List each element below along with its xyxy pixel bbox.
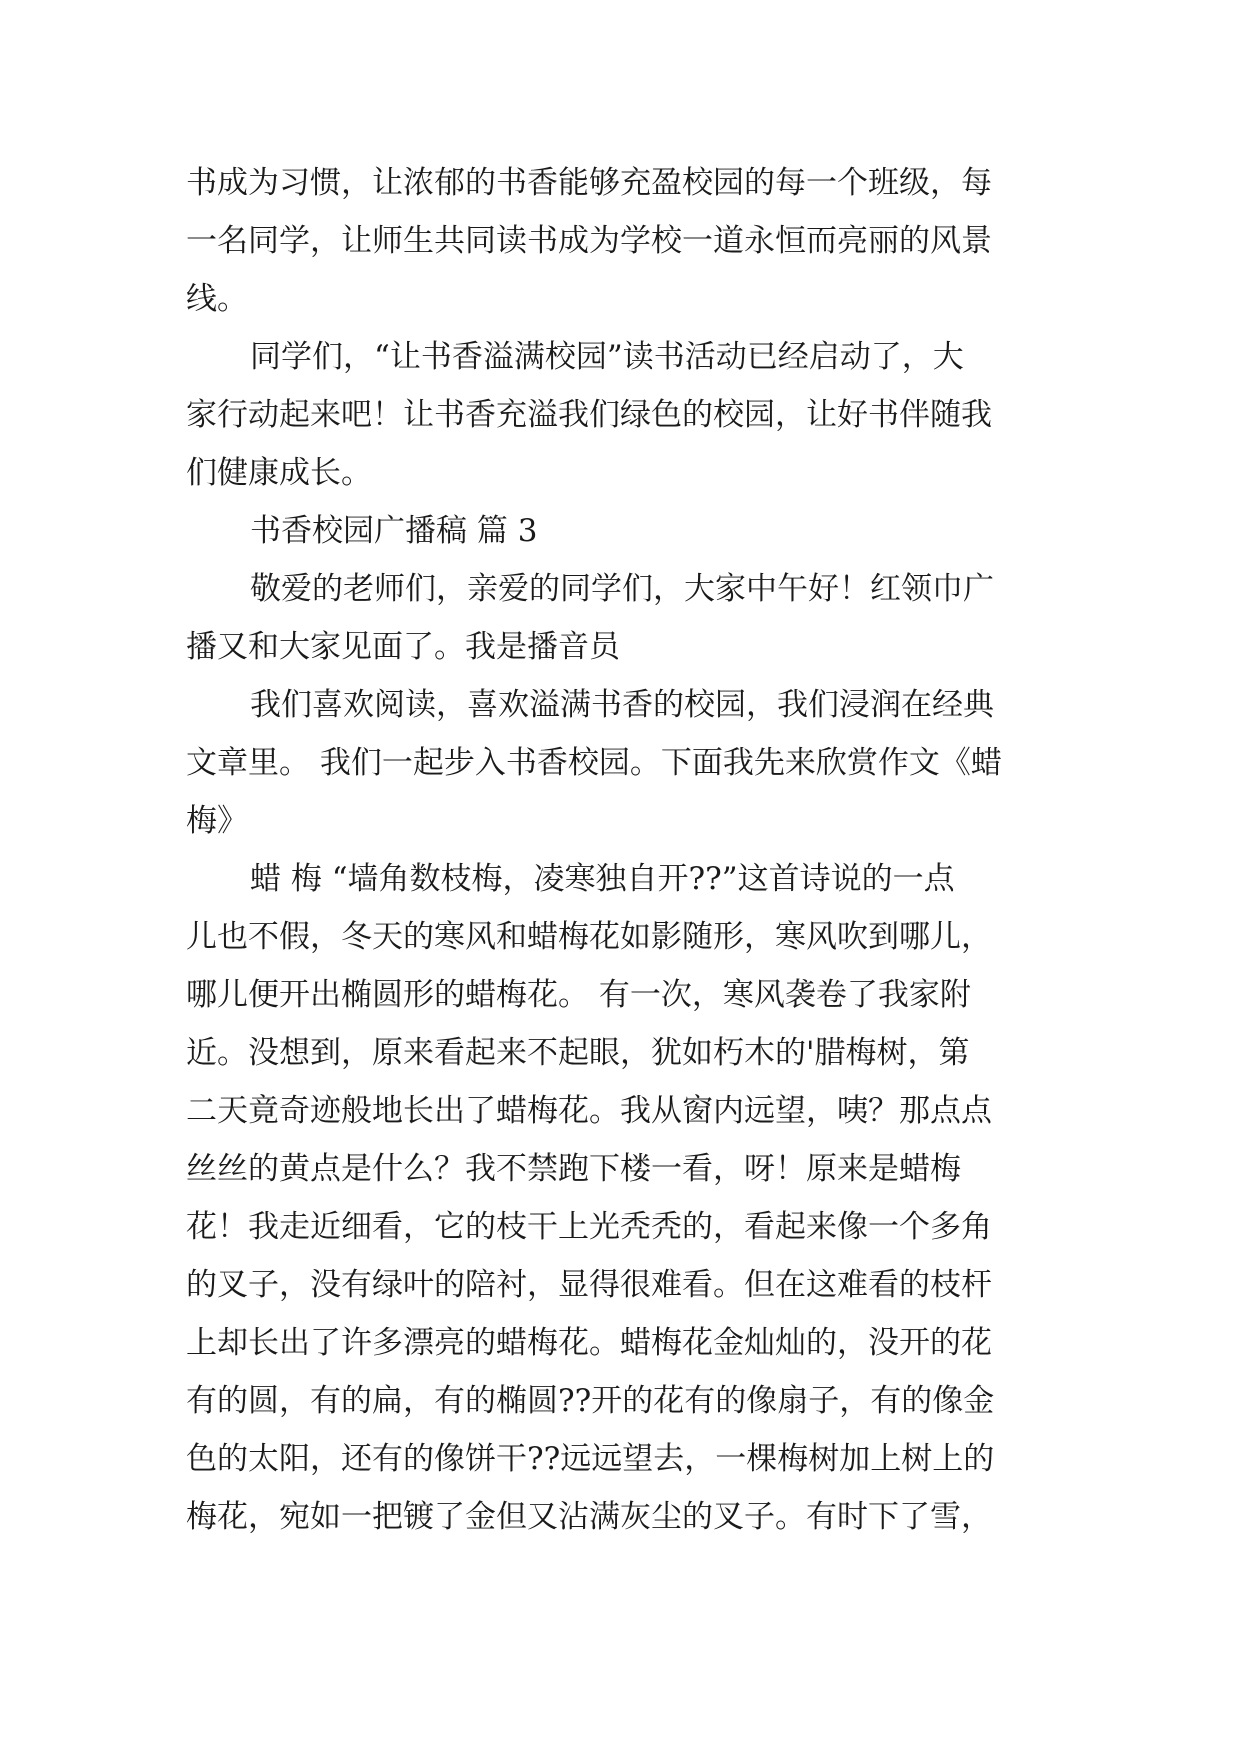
text-line: 梅花，宛如一把镀了金但又沾满灰尘的叉子。有时下了雪， bbox=[186, 1499, 992, 1535]
text-line: 上却长出了许多漂亮的蜡梅花。蜡梅花金灿灿的，没开的花 bbox=[186, 1325, 992, 1361]
text-line: 我们喜欢阅读，喜欢溢满书香的校园，我们浸润在经典 bbox=[250, 687, 994, 723]
text-line: 书成为习惯，让浓郁的书香能够充盈校园的每一个班级，每 bbox=[186, 165, 992, 201]
text-line: 花！我走近细看，它的枝干上光秃秃的，看起来像一个多角 bbox=[186, 1209, 992, 1245]
text-line: 们健康成长。 bbox=[186, 455, 372, 491]
text-line: 二天竟奇迹般地长出了蜡梅花。我从窗内远望，咦？那点点 bbox=[186, 1093, 992, 1129]
text-line: 近。没想到，原来看起来不起眼，犹如朽木的'腊梅树，第 bbox=[186, 1035, 970, 1071]
text-line: 播又和大家见面了。我是播音员 bbox=[186, 629, 620, 665]
text-line: 线。 bbox=[186, 281, 248, 317]
text-line: 同学们，“让书香溢满校园”读书活动已经启动了，大 bbox=[250, 339, 964, 375]
text-line: 家行动起来吧！让书香充溢我们绿色的校园，让好书伴随我 bbox=[186, 397, 992, 433]
text-line: 梅》 bbox=[186, 803, 248, 839]
text-line: 蜡 梅 “墙角数枝梅，凌寒独自开??”这首诗说的一点 bbox=[250, 861, 955, 897]
text-line: 丝丝的黄点是什么？我不禁跑下楼一看，呀！原来是蜡梅 bbox=[186, 1151, 961, 1187]
document-body bbox=[186, 157, 1066, 1549]
section-heading: 书香校园广播稿 篇 3 bbox=[250, 513, 538, 549]
text-line: 色的太阳，还有的像饼干??远远望去，一棵梅树加上树上的 bbox=[186, 1441, 995, 1477]
text-line: 有的圆，有的扁，有的椭圆??开的花有的像扇子，有的像金 bbox=[186, 1383, 995, 1419]
text-line: 文章里。 我们一起步入书香校园。下面我先来欣赏作文《蜡 bbox=[186, 745, 1002, 781]
text-line: 的叉子，没有绿叶的陪衬，显得很难看。但在这难看的枝杆 bbox=[186, 1267, 992, 1303]
text-line: 敬爱的老师们，亲爱的同学们，大家中午好！红领巾广 bbox=[250, 571, 994, 607]
text-line: 哪儿便开出椭圆形的蜡梅花。 有一次，寒风袭卷了我家附 bbox=[186, 977, 971, 1013]
text-line: 儿也不假，冬天的寒风和蜡梅花如影随形，寒风吹到哪儿， bbox=[186, 919, 992, 955]
text-line: 一名同学，让师生共同读书成为学校一道永恒而亮丽的风景 bbox=[186, 223, 992, 259]
